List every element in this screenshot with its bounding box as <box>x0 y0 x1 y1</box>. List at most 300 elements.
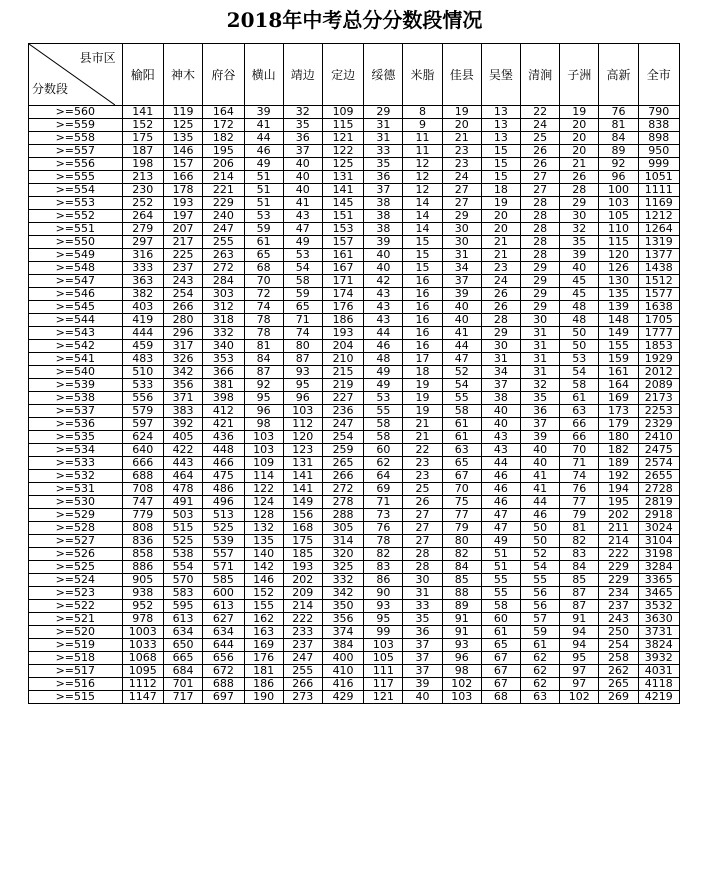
count-cell: 29 <box>521 262 560 275</box>
count-cell: 16 <box>403 314 442 327</box>
count-cell: 20 <box>560 119 599 132</box>
count-cell: 701 <box>163 678 202 691</box>
count-cell: 91 <box>560 613 599 626</box>
count-cell: 644 <box>203 639 244 652</box>
column-header: 榆阳 <box>122 44 163 106</box>
count-cell: 19 <box>403 379 442 392</box>
count-cell: 443 <box>163 457 202 470</box>
count-cell: 25 <box>403 483 442 496</box>
count-cell: 952 <box>122 600 163 613</box>
count-cell: 41 <box>283 197 322 210</box>
count-cell: 1777 <box>638 327 679 340</box>
count-cell: 538 <box>163 548 202 561</box>
count-cell: 4219 <box>638 691 679 704</box>
count-cell: 51 <box>244 171 283 184</box>
count-cell: 161 <box>322 249 363 262</box>
table-row <box>29 145 680 158</box>
count-cell: 13 <box>481 106 520 119</box>
count-cell: 103 <box>244 444 283 457</box>
count-cell: 28 <box>403 561 442 574</box>
count-cell: 332 <box>322 574 363 587</box>
count-cell: 79 <box>560 509 599 522</box>
count-cell: 31 <box>403 587 442 600</box>
count-cell: 121 <box>364 691 403 704</box>
count-cell: 419 <box>122 314 163 327</box>
column-header: 子洲 <box>560 44 599 106</box>
score-band-cell: >=544 <box>29 314 123 327</box>
count-cell: 114 <box>244 470 283 483</box>
count-cell: 11 <box>403 145 442 158</box>
count-cell: 21 <box>481 249 520 262</box>
score-band-cell: >=526 <box>29 548 123 561</box>
score-band-cell: >=545 <box>29 301 123 314</box>
count-cell: 40 <box>364 249 403 262</box>
count-cell: 444 <box>122 327 163 340</box>
count-cell: 254 <box>599 639 638 652</box>
count-cell: 44 <box>244 132 283 145</box>
count-cell: 70 <box>244 275 283 288</box>
count-cell: 1319 <box>638 236 679 249</box>
count-cell: 656 <box>203 652 244 665</box>
count-cell: 90 <box>364 587 403 600</box>
count-cell: 46 <box>521 509 560 522</box>
count-cell: 2475 <box>638 444 679 457</box>
count-cell: 103 <box>599 197 638 210</box>
count-cell: 491 <box>163 496 202 509</box>
count-cell: 53 <box>364 392 403 405</box>
count-cell: 69 <box>364 483 403 496</box>
count-cell: 45 <box>560 288 599 301</box>
count-cell: 12 <box>403 184 442 197</box>
score-band-cell: >=530 <box>29 496 123 509</box>
count-cell: 31 <box>521 340 560 353</box>
count-cell: 87 <box>560 587 599 600</box>
count-cell: 18 <box>481 184 520 197</box>
count-cell: 70 <box>560 444 599 457</box>
count-cell: 190 <box>244 691 283 704</box>
count-cell: 122 <box>244 483 283 496</box>
count-cell: 808 <box>122 522 163 535</box>
count-cell: 168 <box>283 522 322 535</box>
count-cell: 429 <box>322 691 363 704</box>
table-row <box>29 197 680 210</box>
count-cell: 39 <box>521 431 560 444</box>
count-cell: 265 <box>599 678 638 691</box>
count-cell: 67 <box>481 652 520 665</box>
count-cell: 87 <box>560 600 599 613</box>
table-row <box>29 418 680 431</box>
count-cell: 326 <box>163 353 202 366</box>
count-cell: 1095 <box>122 665 163 678</box>
count-cell: 422 <box>163 444 202 457</box>
count-cell: 35 <box>521 392 560 405</box>
count-cell: 1003 <box>122 626 163 639</box>
count-cell: 525 <box>203 522 244 535</box>
count-cell: 35 <box>403 613 442 626</box>
count-cell: 102 <box>560 691 599 704</box>
count-cell: 26 <box>481 288 520 301</box>
table-row <box>29 405 680 418</box>
score-band-cell: >=548 <box>29 262 123 275</box>
count-cell: 31 <box>521 327 560 340</box>
count-cell: 40 <box>481 418 520 431</box>
count-cell: 44 <box>364 327 403 340</box>
count-cell: 272 <box>322 483 363 496</box>
count-cell: 4118 <box>638 678 679 691</box>
count-cell: 30 <box>521 314 560 327</box>
count-cell: 21 <box>442 132 481 145</box>
count-cell: 342 <box>163 366 202 379</box>
count-cell: 3024 <box>638 522 679 535</box>
score-band-cell: >=532 <box>29 470 123 483</box>
count-cell: 320 <box>322 548 363 561</box>
count-cell: 4031 <box>638 665 679 678</box>
corner-label-county: 县市区 <box>79 51 116 65</box>
diagonal-header-cell <box>29 44 123 106</box>
count-cell: 464 <box>163 470 202 483</box>
count-cell: 169 <box>599 392 638 405</box>
count-cell: 46 <box>481 470 520 483</box>
count-cell: 149 <box>599 327 638 340</box>
count-cell: 178 <box>163 184 202 197</box>
count-cell: 182 <box>203 132 244 145</box>
count-cell: 33 <box>403 600 442 613</box>
count-cell: 65 <box>283 301 322 314</box>
count-cell: 51 <box>244 184 283 197</box>
count-cell: 61 <box>442 418 481 431</box>
count-cell: 39 <box>364 236 403 249</box>
table-row <box>29 327 680 340</box>
count-cell: 214 <box>283 600 322 613</box>
count-cell: 384 <box>322 639 363 652</box>
count-cell: 416 <box>322 678 363 691</box>
count-cell: 12 <box>403 171 442 184</box>
count-cell: 398 <box>203 392 244 405</box>
count-cell: 898 <box>638 132 679 145</box>
count-cell: 503 <box>163 509 202 522</box>
count-cell: 29 <box>560 197 599 210</box>
table-row <box>29 457 680 470</box>
count-cell: 40 <box>364 262 403 275</box>
count-cell: 2918 <box>638 509 679 522</box>
count-cell: 23 <box>442 145 481 158</box>
table-row <box>29 314 680 327</box>
count-cell: 412 <box>203 405 244 418</box>
score-band-cell: >=554 <box>29 184 123 197</box>
count-cell: 790 <box>638 106 679 119</box>
count-cell: 72 <box>244 288 283 301</box>
count-cell: 15 <box>481 171 520 184</box>
count-cell: 233 <box>283 626 322 639</box>
count-cell: 62 <box>521 652 560 665</box>
count-cell: 613 <box>163 613 202 626</box>
count-cell: 71 <box>283 314 322 327</box>
count-cell: 66 <box>560 431 599 444</box>
count-cell: 155 <box>244 600 283 613</box>
score-band-cell: >=551 <box>29 223 123 236</box>
count-cell: 15 <box>403 236 442 249</box>
count-cell: 61 <box>481 626 520 639</box>
count-cell: 217 <box>163 236 202 249</box>
score-band-cell: >=519 <box>29 639 123 652</box>
score-table <box>28 43 680 704</box>
count-cell: 554 <box>163 561 202 574</box>
count-cell: 333 <box>122 262 163 275</box>
count-cell: 858 <box>122 548 163 561</box>
count-cell: 266 <box>163 301 202 314</box>
count-cell: 284 <box>203 275 244 288</box>
count-cell: 39 <box>560 249 599 262</box>
count-cell: 76 <box>599 106 638 119</box>
count-cell: 175 <box>283 535 322 548</box>
count-cell: 179 <box>599 418 638 431</box>
count-cell: 61 <box>560 392 599 405</box>
count-cell: 50 <box>521 522 560 535</box>
count-cell: 197 <box>163 210 202 223</box>
score-band-cell: >=523 <box>29 587 123 600</box>
count-cell: 23 <box>442 158 481 171</box>
count-cell: 93 <box>283 366 322 379</box>
count-cell: 211 <box>599 522 638 535</box>
count-cell: 131 <box>283 457 322 470</box>
count-cell: 27 <box>521 171 560 184</box>
count-cell: 1512 <box>638 275 679 288</box>
table-body <box>29 106 680 704</box>
count-cell: 36 <box>283 132 322 145</box>
count-cell: 650 <box>163 639 202 652</box>
count-cell: 38 <box>481 392 520 405</box>
count-cell: 3532 <box>638 600 679 613</box>
count-cell: 229 <box>599 574 638 587</box>
count-cell: 46 <box>364 340 403 353</box>
count-cell: 80 <box>283 340 322 353</box>
count-cell: 85 <box>442 574 481 587</box>
table-row <box>29 483 680 496</box>
score-band-cell: >=553 <box>29 197 123 210</box>
table-row <box>29 288 680 301</box>
count-cell: 98 <box>442 665 481 678</box>
count-cell: 36 <box>364 171 403 184</box>
count-cell: 1438 <box>638 262 679 275</box>
count-cell: 103 <box>364 639 403 652</box>
column-header: 全市 <box>638 44 679 106</box>
count-cell: 905 <box>122 574 163 587</box>
count-cell: 58 <box>442 405 481 418</box>
count-cell: 94 <box>560 639 599 652</box>
count-cell: 43 <box>364 314 403 327</box>
count-cell: 43 <box>283 210 322 223</box>
table-row <box>29 613 680 626</box>
count-cell: 64 <box>364 470 403 483</box>
count-cell: 332 <box>203 327 244 340</box>
score-band-cell: >=517 <box>29 665 123 678</box>
count-cell: 70 <box>442 483 481 496</box>
count-cell: 202 <box>599 509 638 522</box>
count-cell: 99 <box>364 626 403 639</box>
table-row <box>29 132 680 145</box>
count-cell: 1033 <box>122 639 163 652</box>
score-band-cell: >=531 <box>29 483 123 496</box>
count-cell: 50 <box>560 340 599 353</box>
count-cell: 838 <box>638 119 679 132</box>
count-cell: 11 <box>403 132 442 145</box>
count-cell: 82 <box>364 548 403 561</box>
count-cell: 105 <box>364 652 403 665</box>
score-band-cell: >=516 <box>29 678 123 691</box>
count-cell: 67 <box>481 665 520 678</box>
count-cell: 31 <box>481 353 520 366</box>
count-cell: 115 <box>322 119 363 132</box>
count-cell: 37 <box>364 184 403 197</box>
score-band-cell: >=534 <box>29 444 123 457</box>
count-cell: 35 <box>283 119 322 132</box>
count-cell: 84 <box>599 132 638 145</box>
count-cell: 81 <box>599 119 638 132</box>
count-cell: 213 <box>122 171 163 184</box>
count-cell: 66 <box>560 418 599 431</box>
count-cell: 92 <box>599 158 638 171</box>
count-cell: 187 <box>122 145 163 158</box>
count-cell: 2410 <box>638 431 679 444</box>
count-cell: 97 <box>560 665 599 678</box>
count-cell: 27 <box>403 535 442 548</box>
count-cell: 109 <box>244 457 283 470</box>
count-cell: 37 <box>403 652 442 665</box>
count-cell: 222 <box>599 548 638 561</box>
count-cell: 84 <box>560 561 599 574</box>
count-cell: 132 <box>244 522 283 535</box>
count-cell: 53 <box>560 353 599 366</box>
count-cell: 141 <box>283 483 322 496</box>
score-band-cell: >=521 <box>29 613 123 626</box>
count-cell: 46 <box>481 483 520 496</box>
count-cell: 26 <box>560 171 599 184</box>
count-cell: 30 <box>442 223 481 236</box>
count-cell: 102 <box>442 678 481 691</box>
score-band-cell: >=547 <box>29 275 123 288</box>
count-cell: 779 <box>122 509 163 522</box>
count-cell: 13 <box>481 132 520 145</box>
count-cell: 55 <box>521 574 560 587</box>
count-cell: 60 <box>481 613 520 626</box>
count-cell: 2012 <box>638 366 679 379</box>
count-cell: 180 <box>599 431 638 444</box>
count-cell: 194 <box>599 483 638 496</box>
count-cell: 141 <box>122 106 163 119</box>
count-cell: 2253 <box>638 405 679 418</box>
table-row <box>29 340 680 353</box>
score-band-cell: >=527 <box>29 535 123 548</box>
score-band-cell: >=552 <box>29 210 123 223</box>
count-cell: 135 <box>599 288 638 301</box>
count-cell: 131 <box>322 171 363 184</box>
count-cell: 41 <box>442 327 481 340</box>
count-cell: 95 <box>244 392 283 405</box>
count-cell: 146 <box>244 574 283 587</box>
count-cell: 2819 <box>638 496 679 509</box>
score-band-cell: >=556 <box>29 158 123 171</box>
count-cell: 80 <box>442 535 481 548</box>
count-cell: 634 <box>203 626 244 639</box>
count-cell: 77 <box>442 509 481 522</box>
count-cell: 29 <box>521 275 560 288</box>
count-cell: 254 <box>163 288 202 301</box>
count-cell: 44 <box>442 340 481 353</box>
count-cell: 30 <box>560 210 599 223</box>
count-cell: 145 <box>322 197 363 210</box>
count-cell: 47 <box>442 353 481 366</box>
count-cell: 47 <box>481 522 520 535</box>
count-cell: 151 <box>322 210 363 223</box>
score-band-cell: >=528 <box>29 522 123 535</box>
count-cell: 613 <box>203 600 244 613</box>
count-cell: 254 <box>322 431 363 444</box>
count-cell: 475 <box>203 470 244 483</box>
count-cell: 236 <box>322 405 363 418</box>
count-cell: 16 <box>403 340 442 353</box>
count-cell: 1577 <box>638 288 679 301</box>
count-cell: 436 <box>203 431 244 444</box>
count-cell: 161 <box>599 366 638 379</box>
table-row <box>29 171 680 184</box>
count-cell: 173 <box>599 405 638 418</box>
score-band-cell: >=549 <box>29 249 123 262</box>
count-cell: 266 <box>283 678 322 691</box>
count-cell: 237 <box>283 639 322 652</box>
count-cell: 26 <box>521 158 560 171</box>
count-cell: 51 <box>481 561 520 574</box>
score-band-cell: >=539 <box>29 379 123 392</box>
count-cell: 110 <box>599 223 638 236</box>
count-cell: 255 <box>283 665 322 678</box>
count-cell: 153 <box>322 223 363 236</box>
count-cell: 26 <box>521 145 560 158</box>
count-cell: 510 <box>122 366 163 379</box>
count-cell: 93 <box>442 639 481 652</box>
count-cell: 24 <box>442 171 481 184</box>
score-band-cell: >=542 <box>29 340 123 353</box>
count-cell: 262 <box>599 665 638 678</box>
count-cell: 28 <box>521 210 560 223</box>
count-cell: 40 <box>442 301 481 314</box>
column-header: 佳县 <box>442 44 481 106</box>
score-band-cell: >=540 <box>29 366 123 379</box>
table-row <box>29 106 680 119</box>
count-cell: 317 <box>163 340 202 353</box>
table-row <box>29 548 680 561</box>
table-row <box>29 223 680 236</box>
count-cell: 54 <box>442 379 481 392</box>
count-cell: 483 <box>122 353 163 366</box>
count-cell: 978 <box>122 613 163 626</box>
count-cell: 51 <box>481 548 520 561</box>
count-cell: 44 <box>481 457 520 470</box>
table-row <box>29 626 680 639</box>
count-cell: 665 <box>163 652 202 665</box>
count-cell: 148 <box>599 314 638 327</box>
count-cell: 63 <box>560 405 599 418</box>
count-cell: 836 <box>122 535 163 548</box>
score-band-cell: >=520 <box>29 626 123 639</box>
count-cell: 112 <box>283 418 322 431</box>
count-cell: 297 <box>122 236 163 249</box>
count-cell: 222 <box>283 613 322 626</box>
count-cell: 579 <box>122 405 163 418</box>
count-cell: 255 <box>203 236 244 249</box>
count-cell: 672 <box>203 665 244 678</box>
count-cell: 40 <box>442 314 481 327</box>
count-cell: 21 <box>481 236 520 249</box>
